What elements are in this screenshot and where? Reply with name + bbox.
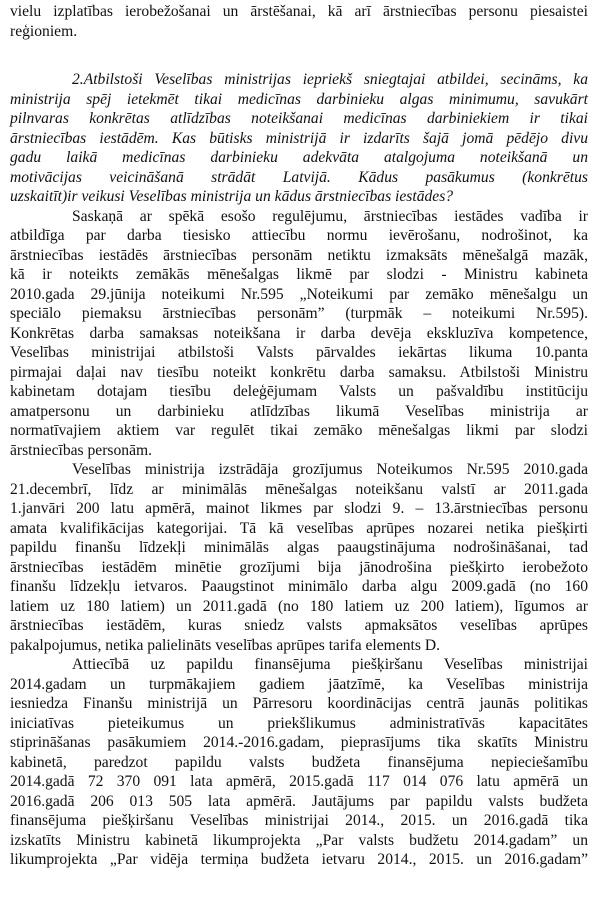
text-line: reģioniem.: [10, 22, 78, 40]
text-line: iniciatīvas pieteikumus un priekšlikumus administratīvās kapacitātes: [10, 714, 588, 732]
text-line: 2014.gadam un turpmākajiem gadiem jāatzīmē, ka Veselības ministrija: [10, 675, 588, 693]
text-line: amata kvalifikācijas kategorijai. Tā kā veselības aprūpes nozarei netika piešķirti: [10, 519, 588, 537]
body-paragraph: [10, 2, 588, 41]
text-line: uzskaitīt)ir veikusi Veselības ministrija un kādus ārstniecības iestādes?: [10, 188, 454, 205]
text-line: Veselības ministrija izstrādāja grozījumus Noteikumos Nr.595 2010.gada: [72, 461, 588, 478]
text-line: Konkrētas darba samaksas noteikšana ir darba devēja ekskluzīva kompetence,: [10, 324, 588, 342]
text-line: kabinetam dotajam tiesību deleģējumam Valsts un pašvaldību institūciju: [10, 383, 588, 400]
text-line: stiprināšanas pasākumiem 2014.-2016.gadam, pieprasījums tika skatīts Ministru: [10, 734, 588, 751]
text-line: 2010.gada 29.jūnija noteikumi Nr.595 „Noteikumi par zemāko mēnešalgu un: [10, 285, 588, 303]
text-line: 2.Atbilstoši Veselības ministrijas iepriekš sniegtajai atbildei, secināms, ka: [72, 71, 588, 88]
text-line: 21.decembrī, līdz ar minimālās mēnešalgas noteikšanu valstī ar 2011.gada: [10, 480, 588, 498]
document-page: [10, 2, 588, 870]
text-line: Saskaņā ar spēkā esošo regulējumu, ārstniecības iestādes vadība ir: [72, 207, 588, 225]
text-line: amatpersonu un darbinieku atlīdzības likumā Veselības ministrija ar: [10, 402, 588, 420]
text-line: speciālo piemaksu ārstniecības personām” (turpmāk – noteikumi Nr.595).: [10, 305, 588, 322]
text-line: iesniedza Finanšu ministrijā un Pārresoru koordinācijas centrā jaunās politikas: [10, 695, 588, 712]
question-paragraph: [10, 70, 588, 207]
body-paragraph: [10, 207, 588, 461]
text-line: ārstniecības iestādēm minētie grozījumi bija jānodrošina piešķirto ierobežoto: [10, 558, 588, 576]
text-line: finanšu līdzekļu ietvaros. Paaugstinot minimālo darba algu 2009.gadā (no 160: [10, 578, 588, 595]
text-line: kā ir noteikts zemākās mēnešalgas likmē par slodzi - Ministru kabineta: [10, 266, 588, 283]
text-line: likumprojekta „Par vidēja termiņa budžeta ietvaru 2014., 2015. un 2016.gadam”: [10, 851, 588, 868]
text-line: gadu laikā medicīnas darbinieku adekvāta atalgojuma noteikšanā un: [10, 149, 588, 166]
text-line: pirmajai daļai nav tiesību noteikt konkrētu darba samaksu. Atbilstoši Ministru: [10, 363, 588, 381]
text-line: finansējuma piešķiršanu Veselības ministrijai 2014., 2015. un 2016.gadā tika: [10, 812, 588, 829]
text-line: pilnvaras konkrētas atlīdzības noteikšanai medicīnas darbiniekiem ir tikai: [10, 110, 588, 127]
text-line: Veselības ministrijai atbilstoši Valsts pārvaldes iekārtas likuma 10.panta: [10, 344, 588, 361]
text-line: 2014.gadā 72 370 091 lata apmērā, 2015.gadā 117 014 076 latu apmērā un: [10, 773, 588, 790]
text-line: 1.janvāri 200 latu apmērā, mainot likmes par slodzi 9. – 13.ārstniecības personu: [10, 500, 588, 517]
text-line: izskatīts Ministru kabinetā likumprojekta „Par valsts budžetu 2014.gadam” un: [10, 831, 588, 849]
text-line: kabinetā, paredzot papildu valsts budžeta finansējuma nepieciešamību: [10, 753, 588, 771]
text-line: ārstniecības iestādēm, kuras sniedz valsts apmaksātos veselības aprūpes: [10, 617, 588, 634]
text-line: ārstniecības iestādēs ārstniecības personām netiktu izmaksāts mēnešalgā mazāk,: [10, 246, 588, 264]
text-line: ārstniecības iestādēm. Kas būtisks ministrijā ir izdarīts šajā jomā pēdējo divu: [10, 129, 588, 147]
text-line: 2016.gadā 206 013 505 lata apmērā. Jautājums par papildu valsts budžeta: [10, 792, 588, 810]
text-line: ministrija spēj ietekmēt tikai medicīnas darbinieku algas minimumu, savukārt: [10, 90, 588, 108]
text-line: normatīvajiem aktiem var regulēt tikai zemāko mēnešalgas likmi par slodzi: [10, 422, 588, 439]
body-paragraph: [10, 460, 588, 655]
text-line: papildu finanšu līdzekļi minimālās algas paaugstinājuma nodrošināšanai, tad: [10, 539, 588, 556]
text-line: pakalpojumus, netika palielināts veselības aprūpes tarifa elements D.: [10, 636, 440, 654]
text-line: latiem uz 180 latiem) un 2011.gadā (no 180 latiem uz 200 latiem), līgumos ar: [10, 597, 588, 615]
text-line: vielu izplatības ierobežošanai un ārstēšanai, kā arī ārstniecības personu piesaistei: [10, 3, 588, 20]
text-line: motivācijas veicināšanā strādāt Latvijā. Kādus pasākumus (konkrētus: [10, 168, 588, 186]
text-line: ārstniecības personām.: [10, 441, 153, 459]
text-line: Attiecībā uz papildu finansējuma piešķiršanu Veselības ministrijai: [72, 656, 588, 673]
body-paragraph: [10, 655, 588, 870]
text-line: atbildīga par darba tiesisko attiecību normu ievērošanu, nodrošinot, ka: [10, 227, 588, 244]
